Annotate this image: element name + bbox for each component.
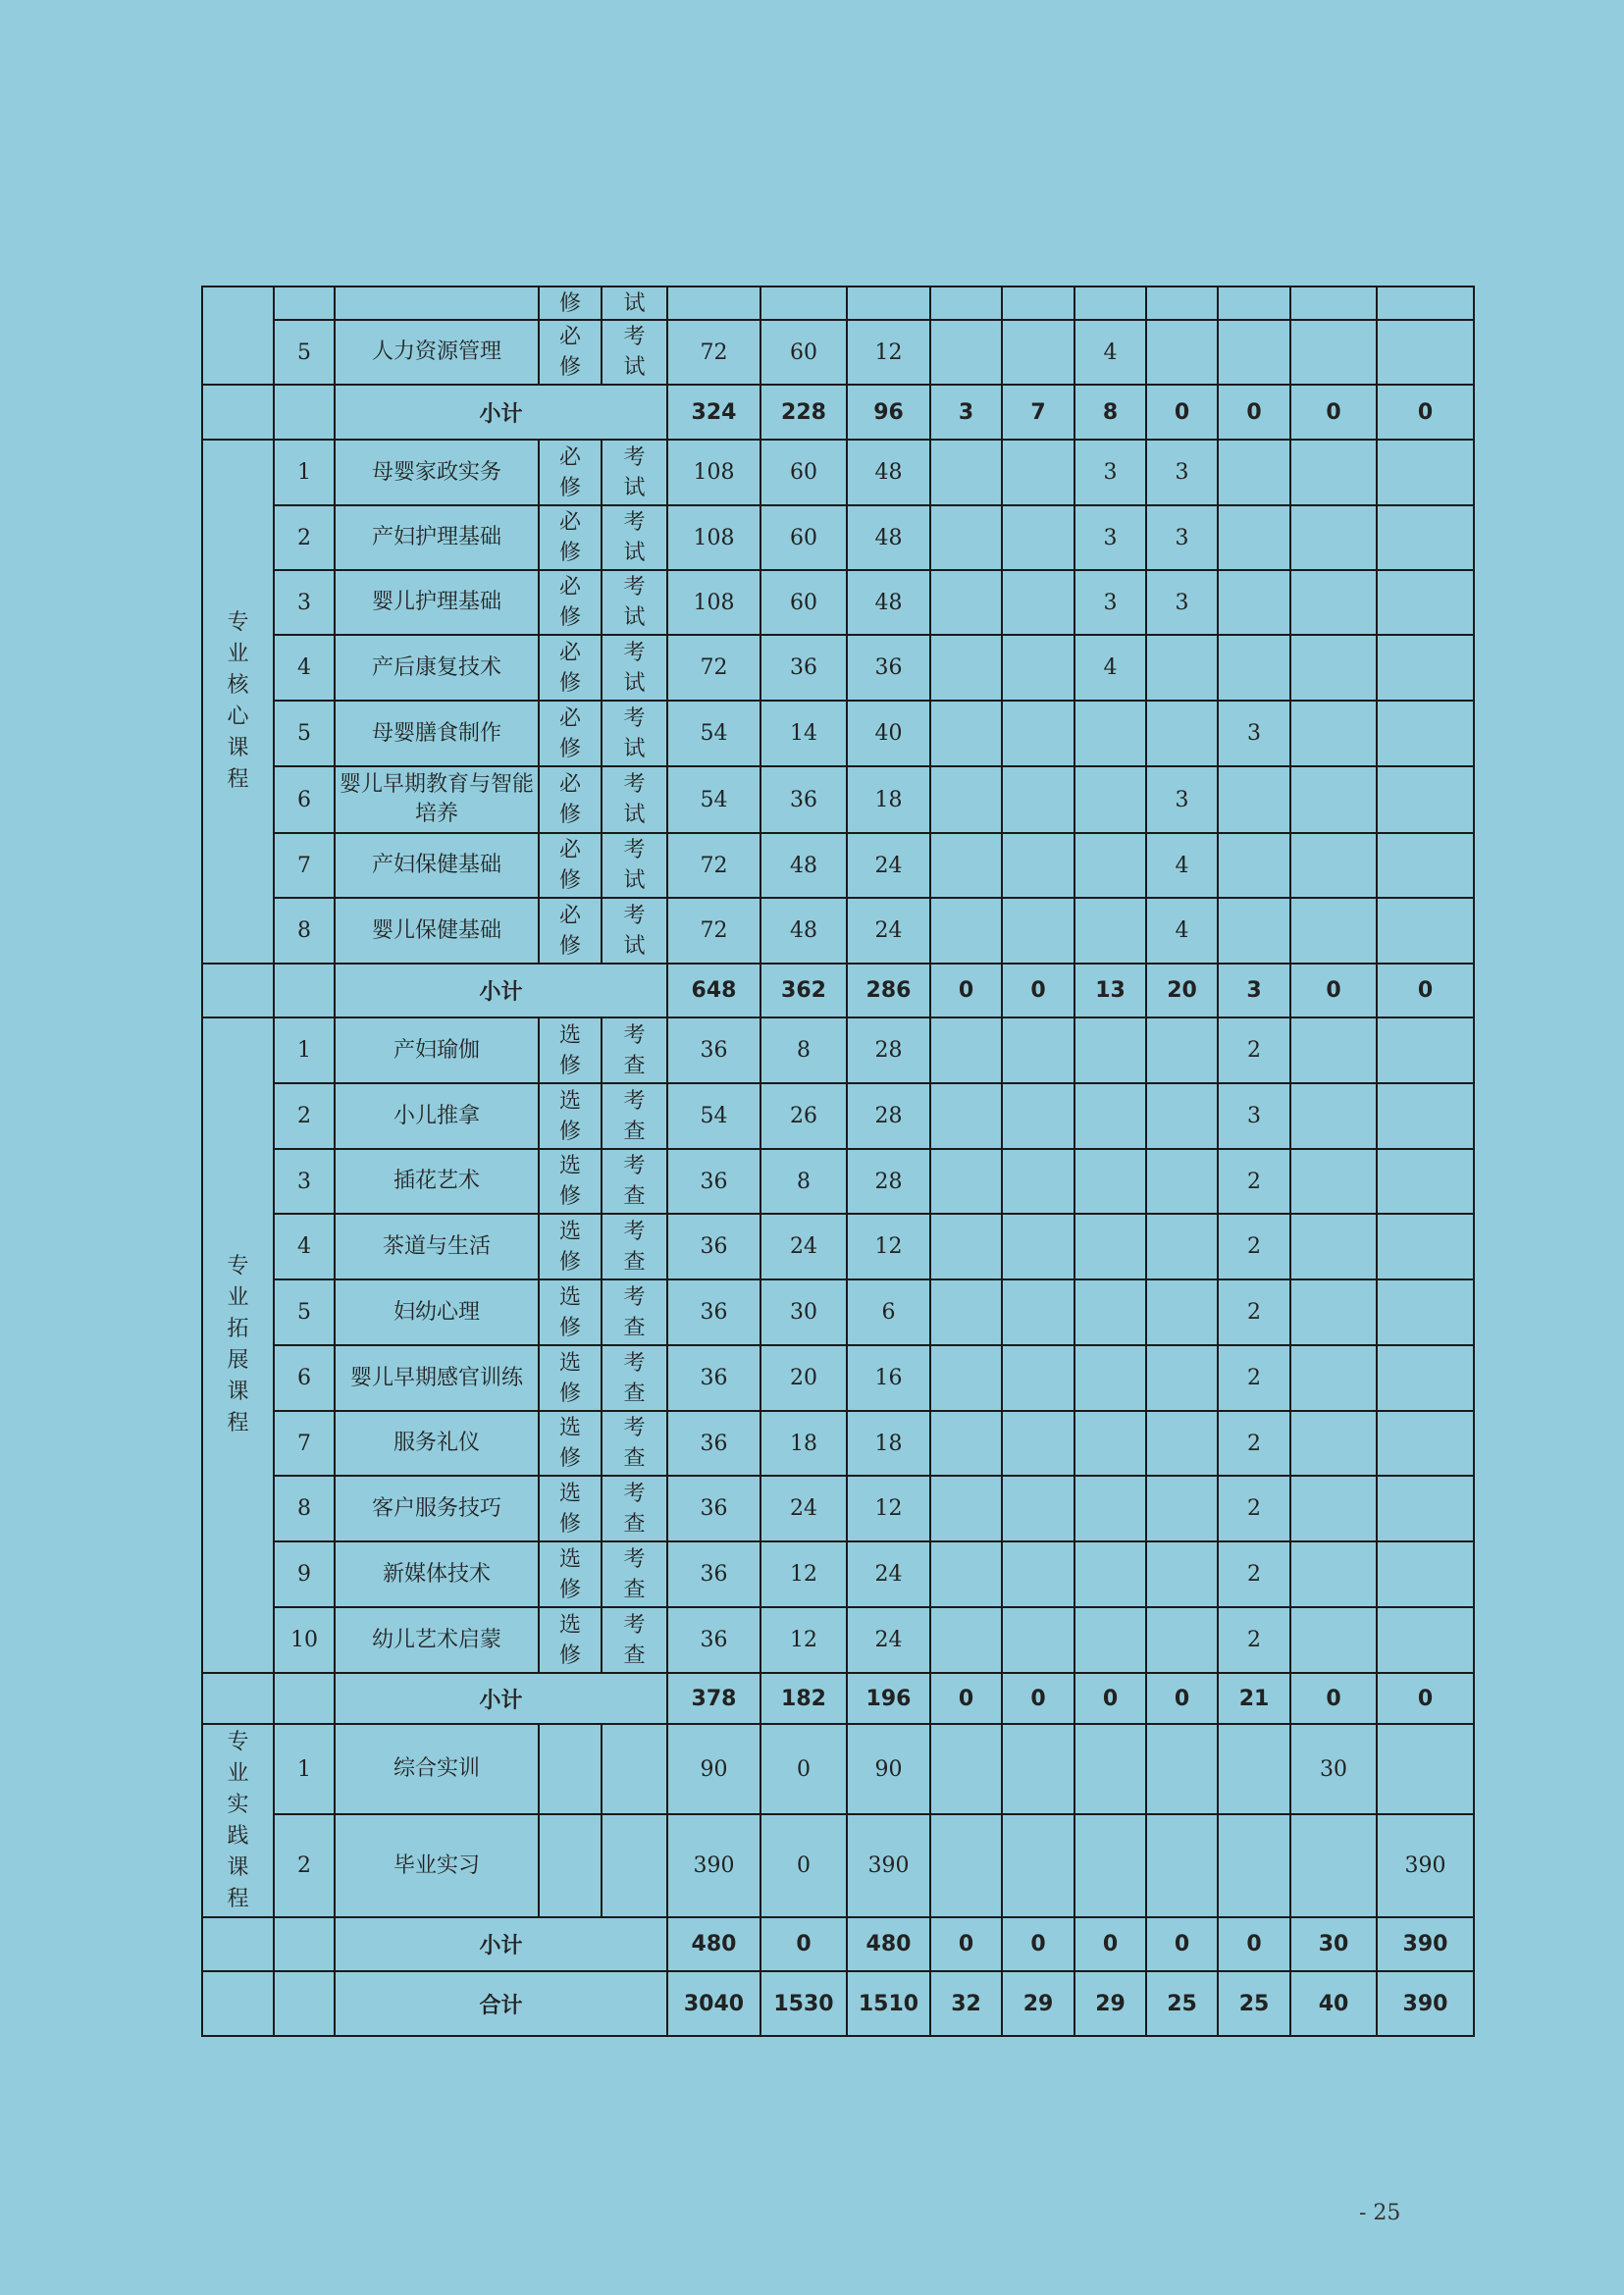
course-number: 1 (274, 1724, 335, 1814)
table-row: 专业拓展课程 1 产妇瑜伽 选修 考查 36 8 28 2 (202, 1017, 1474, 1083)
category-cell (202, 1017, 274, 1673)
type-cell (539, 1814, 602, 1917)
type-cell: 必修 (539, 898, 602, 964)
course-name: 婴儿保健基础 (335, 898, 539, 964)
table-row: 5 人力资源管理 必修 考试 72 60 12 4 (202, 320, 1474, 385)
course-number: 1 (274, 1017, 335, 1083)
type-cell: 选修 (539, 1541, 602, 1607)
table-row: 专业核心课程 1 母婴家政实务 必修 考试 108 60 48 3 3 (202, 440, 1474, 505)
course-number: 7 (274, 833, 335, 898)
exam-cell: 考查 (602, 1476, 667, 1541)
table-row: 4 产后康复技术 必修 考试 72 36 36 4 (202, 635, 1474, 701)
subtotal-row: 小计 648 362 286 0 0 13 20 3 0 0 (202, 964, 1474, 1017)
course-number: 7 (274, 1411, 335, 1476)
course-number: 5 (274, 1279, 335, 1345)
table-row: 2 小儿推拿 选修 考查 54 26 28 3 (202, 1083, 1474, 1149)
exam-cell: 考查 (602, 1345, 667, 1411)
exam-cell: 考查 (602, 1149, 667, 1214)
course-name: 婴儿早期教育与智能培养 (335, 766, 539, 833)
exam-cell (602, 1724, 667, 1814)
table-row: 8 婴儿保健基础 必修 考试 72 48 24 4 (202, 898, 1474, 964)
exam-cell: 考试 (602, 320, 667, 385)
table-row: 修 试 (202, 287, 1474, 320)
type-cell: 选修 (539, 1345, 602, 1411)
course-number: 6 (274, 1345, 335, 1411)
course-name: 婴儿护理基础 (335, 570, 539, 635)
table-row: 6 婴儿早期感官训练 选修 考查 36 20 16 2 (202, 1345, 1474, 1411)
course-name: 服务礼仪 (335, 1411, 539, 1476)
subtotal-label: 小计 (335, 1917, 667, 1971)
course-name: 幼儿艺术启蒙 (335, 1607, 539, 1673)
category-label: 专业拓展课程 (227, 1254, 249, 1435)
subtotal-row: 小计 324 228 96 3 7 8 0 0 0 0 (202, 385, 1474, 440)
exam-cell: 考试 (602, 570, 667, 635)
category-cell (202, 440, 274, 964)
table-row: 7 产妇保健基础 必修 考试 72 48 24 4 (202, 833, 1474, 898)
course-name: 产妇护理基础 (335, 505, 539, 570)
course-number: 8 (274, 1476, 335, 1541)
course-number: 6 (274, 766, 335, 833)
exam-cell: 考查 (602, 1017, 667, 1083)
course-name: 婴儿早期感官训练 (335, 1345, 539, 1411)
table-row: 7 服务礼仪 选修 考查 36 18 18 2 (202, 1411, 1474, 1476)
exam-cell: 考试 (602, 833, 667, 898)
course-number: 4 (274, 1214, 335, 1279)
subtotal-row: 小计 378 182 196 0 0 0 0 21 0 0 (202, 1673, 1474, 1724)
table-row: 专业实践课程 1 综合实训 90 0 90 30 (202, 1724, 1474, 1814)
type-cell: 必修 (539, 766, 602, 833)
course-number: 5 (274, 701, 335, 766)
table-row: 4 茶道与生活 选修 考查 36 24 12 2 (202, 1214, 1474, 1279)
category-label: 专业实践课程 (227, 1729, 249, 1911)
type-cell: 选修 (539, 1607, 602, 1673)
table-row: 5 母婴膳食制作 必修 考试 54 14 40 3 (202, 701, 1474, 766)
type-cell: 必修 (539, 570, 602, 635)
course-name: 产妇瑜伽 (335, 1017, 539, 1083)
exam-cell: 考查 (602, 1411, 667, 1476)
type-cell: 选修 (539, 1214, 602, 1279)
course-number: 2 (274, 1083, 335, 1149)
course-name: 新媒体技术 (335, 1541, 539, 1607)
exam-cell: 考试 (602, 505, 667, 570)
type-cell: 必修 (539, 440, 602, 505)
course-number: 10 (274, 1607, 335, 1673)
course-number: 9 (274, 1541, 335, 1607)
type-cell: 选修 (539, 1149, 602, 1214)
table-row: 3 婴儿护理基础 必修 考试 108 60 48 3 3 (202, 570, 1474, 635)
course-number: 3 (274, 570, 335, 635)
course-number: 3 (274, 1149, 335, 1214)
exam-cell: 考查 (602, 1214, 667, 1279)
type-cell: 必修 (539, 635, 602, 701)
course-name: 茶道与生活 (335, 1214, 539, 1279)
course-name: 毕业实习 (335, 1814, 539, 1917)
course-name: 母婴家政实务 (335, 440, 539, 505)
course-name: 综合实训 (335, 1724, 539, 1814)
exam-cell: 考查 (602, 1083, 667, 1149)
subtotal-label: 小计 (335, 964, 667, 1017)
table-row: 2 产妇护理基础 必修 考试 108 60 48 3 3 (202, 505, 1474, 570)
course-name: 插花艺术 (335, 1149, 539, 1214)
exam-cell: 考试 (602, 635, 667, 701)
type-cell: 选修 (539, 1476, 602, 1541)
course-number: 8 (274, 898, 335, 964)
table-row: 3 插花艺术 选修 考查 36 8 28 2 (202, 1149, 1474, 1214)
type-cell: 必修 (539, 320, 602, 385)
exam-cell: 考试 (602, 440, 667, 505)
course-name: 客户服务技巧 (335, 1476, 539, 1541)
exam-cell (602, 1814, 667, 1917)
table-row: 8 客户服务技巧 选修 考查 36 24 12 2 (202, 1476, 1474, 1541)
type-cell: 选修 (539, 1411, 602, 1476)
course-name: 妇幼心理 (335, 1279, 539, 1345)
type-cell: 必修 (539, 505, 602, 570)
table-row: 10 幼儿艺术启蒙 选修 考查 36 12 24 2 (202, 1607, 1474, 1673)
grand-total-row: 合计 3040 1530 1510 32 29 29 25 25 40 390 (202, 1971, 1474, 2036)
type-cell: 选修 (539, 1017, 602, 1083)
course-name: 产妇保健基础 (335, 833, 539, 898)
table-row: 6 婴儿早期教育与智能培养 必修 考试 54 36 18 3 (202, 766, 1474, 833)
course-name: 产后康复技术 (335, 635, 539, 701)
exam-cell: 考查 (602, 1279, 667, 1345)
exam-cell: 考查 (602, 1541, 667, 1607)
exam-cell: 考试 (602, 898, 667, 964)
category-cell (202, 287, 274, 385)
course-name: 小儿推拿 (335, 1083, 539, 1149)
page-number: - 25 (1359, 2201, 1401, 2225)
table-row: 2 毕业实习 390 0 390 390 (202, 1814, 1474, 1917)
category-cell (202, 1724, 274, 1917)
course-number: 2 (274, 505, 335, 570)
subtotal-label: 小计 (335, 385, 667, 440)
subtotal-row: 小计 480 0 480 0 0 0 0 0 30 390 (202, 1917, 1474, 1971)
type-cell: 必修 (539, 833, 602, 898)
table-row: 5 妇幼心理 选修 考查 36 30 6 2 (202, 1279, 1474, 1345)
type-cell (539, 1724, 602, 1814)
course-number: 2 (274, 1814, 335, 1917)
course-number: 4 (274, 635, 335, 701)
course-number: 1 (274, 440, 335, 505)
category-label: 专业核心课程 (227, 610, 249, 792)
type-cell: 必修 (539, 701, 602, 766)
exam-cell: 考查 (602, 1607, 667, 1673)
exam-cell: 考试 (602, 701, 667, 766)
subtotal-label: 小计 (335, 1673, 667, 1724)
subtotal-label: 合计 (335, 1971, 667, 2036)
curriculum-table (201, 286, 1475, 2037)
type-cell: 选修 (539, 1279, 602, 1345)
type-cell: 选修 (539, 1083, 602, 1149)
table-row: 9 新媒体技术 选修 考查 36 12 24 2 (202, 1541, 1474, 1607)
exam-cell: 考试 (602, 766, 667, 833)
course-name: 母婴膳食制作 (335, 701, 539, 766)
